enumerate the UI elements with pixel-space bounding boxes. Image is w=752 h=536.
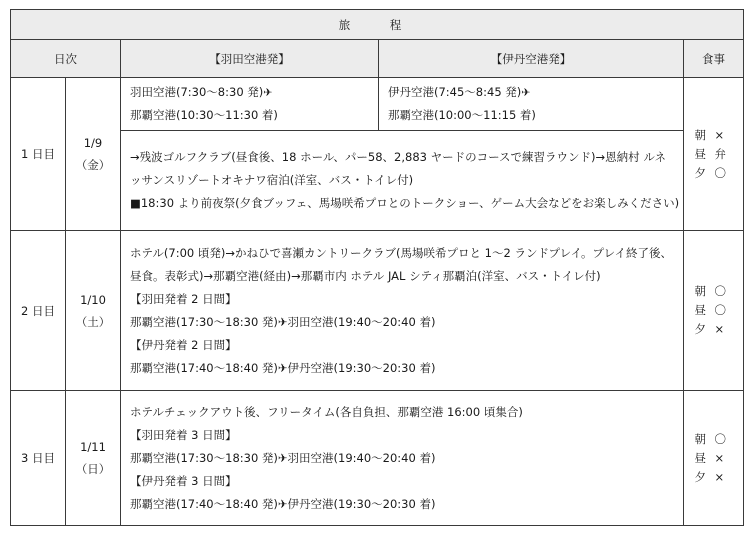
plane-icon: ✈: [263, 86, 273, 99]
day2-dinner: ×: [714, 322, 725, 336]
day2-detail-line: ホテル(7:00 頃発)→かねひで喜瀬カントリークラブ(馬場咲希プロと 1〜2 ランドプレイ。プレイ終了後、: [130, 245, 672, 260]
day1-detail-line: →残波ゴルフクラブ(昼食後、18 ホール、パー58、2,883 ヤードのコースで練習ラウンド)→恩納村 ルネ: [130, 150, 666, 164]
itami-header: 【伊丹空港発】: [379, 40, 684, 78]
day3-lunch: ×: [714, 450, 725, 465]
day3-weekday: （日）: [75, 462, 111, 476]
day1-detail-line: ■18:30 より前夜祭(夕食ブッフェ、馬場咲希プロとのトークショー、ゲーム大会などをお楽しみください): [130, 196, 680, 210]
day1-itami-line-2: 那覇空港(10:00〜11:15 着): [388, 108, 536, 122]
header-row: [11, 40, 744, 78]
day3-date: [66, 391, 121, 526]
day1-breakfast: ×: [714, 127, 725, 142]
day2-row: [11, 231, 744, 391]
itinerary-title: 旅 程: [11, 10, 744, 40]
day1-dinner: 〇: [714, 165, 726, 180]
day3-date-text: 1/11: [80, 440, 106, 454]
day2-detail-line: 【伊丹発着 2 日間】: [130, 337, 237, 352]
day1-details: [121, 131, 684, 231]
day3-detail-line: 那覇空港(17:30〜18:30 発)✈羽田空港(19:40〜20:40 着): [130, 450, 436, 465]
day2-meals: 朝 〇 昼 〇 夕 ×: [684, 231, 744, 391]
day3-details: [121, 391, 684, 526]
day3-detail-line: 【伊丹発着 3 日間】: [130, 473, 237, 488]
day2-date: [66, 231, 121, 391]
day-header: 日次: [11, 40, 121, 78]
day1-haneda-line-2: 那覇空港(10:30〜11:30 着): [130, 108, 278, 122]
day2-date-text: 1/10: [80, 292, 106, 307]
day2-detail-line: 那覇空港(17:40〜18:40 発)✈伊丹空港(19:30〜20:30 着): [130, 360, 436, 375]
day2-label: 2 日目: [11, 231, 66, 391]
day1-haneda-line-1: 羽田空港(7:30〜8:30 発)✈: [130, 85, 273, 99]
day2-lunch: 〇: [714, 303, 726, 317]
day1-flight-row: [11, 78, 744, 131]
day3-detail-line: 那覇空港(17:40〜18:40 発)✈伊丹空港(19:30〜20:30 着): [130, 496, 436, 511]
day2-weekday: （土）: [75, 314, 111, 329]
day1-itami-flights: [379, 78, 684, 131]
day1-meals: 朝 × 昼 弁 夕 〇: [684, 78, 744, 231]
day3-dinner: ×: [714, 469, 725, 484]
meals-header: 食事: [684, 40, 744, 78]
day2-detail-line: 昼食。表彰式)→那覇空港(経由)→那覇市内 ホテル JAL シティ那覇泊(洋室、バス・トイレ付): [130, 268, 601, 283]
plane-icon: ✈: [521, 86, 531, 99]
day1-detail-row: [11, 131, 744, 231]
day1-haneda-flights: [121, 78, 379, 131]
day1-lunch: 弁: [714, 146, 726, 161]
day2-detail-line: 那覇空港(17:30〜18:30 発)✈羽田空港(19:40〜20:40 着): [130, 314, 436, 329]
haneda-header: 【羽田空港発】: [121, 40, 379, 78]
day1-weekday: （金）: [75, 158, 111, 172]
day3-detail-line: 【羽田発着 3 日間】: [130, 427, 237, 442]
day2-details: [121, 231, 684, 391]
day3-breakfast: 〇: [714, 431, 726, 446]
day1-detail-line: ッサンスリゾートオキナワ宿泊(洋室、バス・トイレ付): [130, 173, 414, 187]
day3-label: 3 日目: [11, 391, 66, 526]
day1-date: [66, 78, 121, 231]
day3-meals: 朝 〇 昼 × 夕 ×: [684, 391, 744, 526]
day1-label: 1 日目: [11, 78, 66, 231]
title-row: [11, 10, 744, 40]
day1-date-text: 1/9: [83, 136, 103, 150]
day1-itami-line-1: 伊丹空港(7:45〜8:45 発)✈: [388, 85, 531, 99]
day3-detail-line: ホテルチェックアウト後、フリータイム(各自負担、那覇空港 16:00 頃集合): [130, 404, 523, 419]
itinerary-table: [10, 9, 744, 526]
day2-detail-line: 【羽田発着 2 日間】: [130, 291, 237, 306]
day3-row: [11, 391, 744, 526]
day2-breakfast: 〇: [714, 284, 726, 298]
